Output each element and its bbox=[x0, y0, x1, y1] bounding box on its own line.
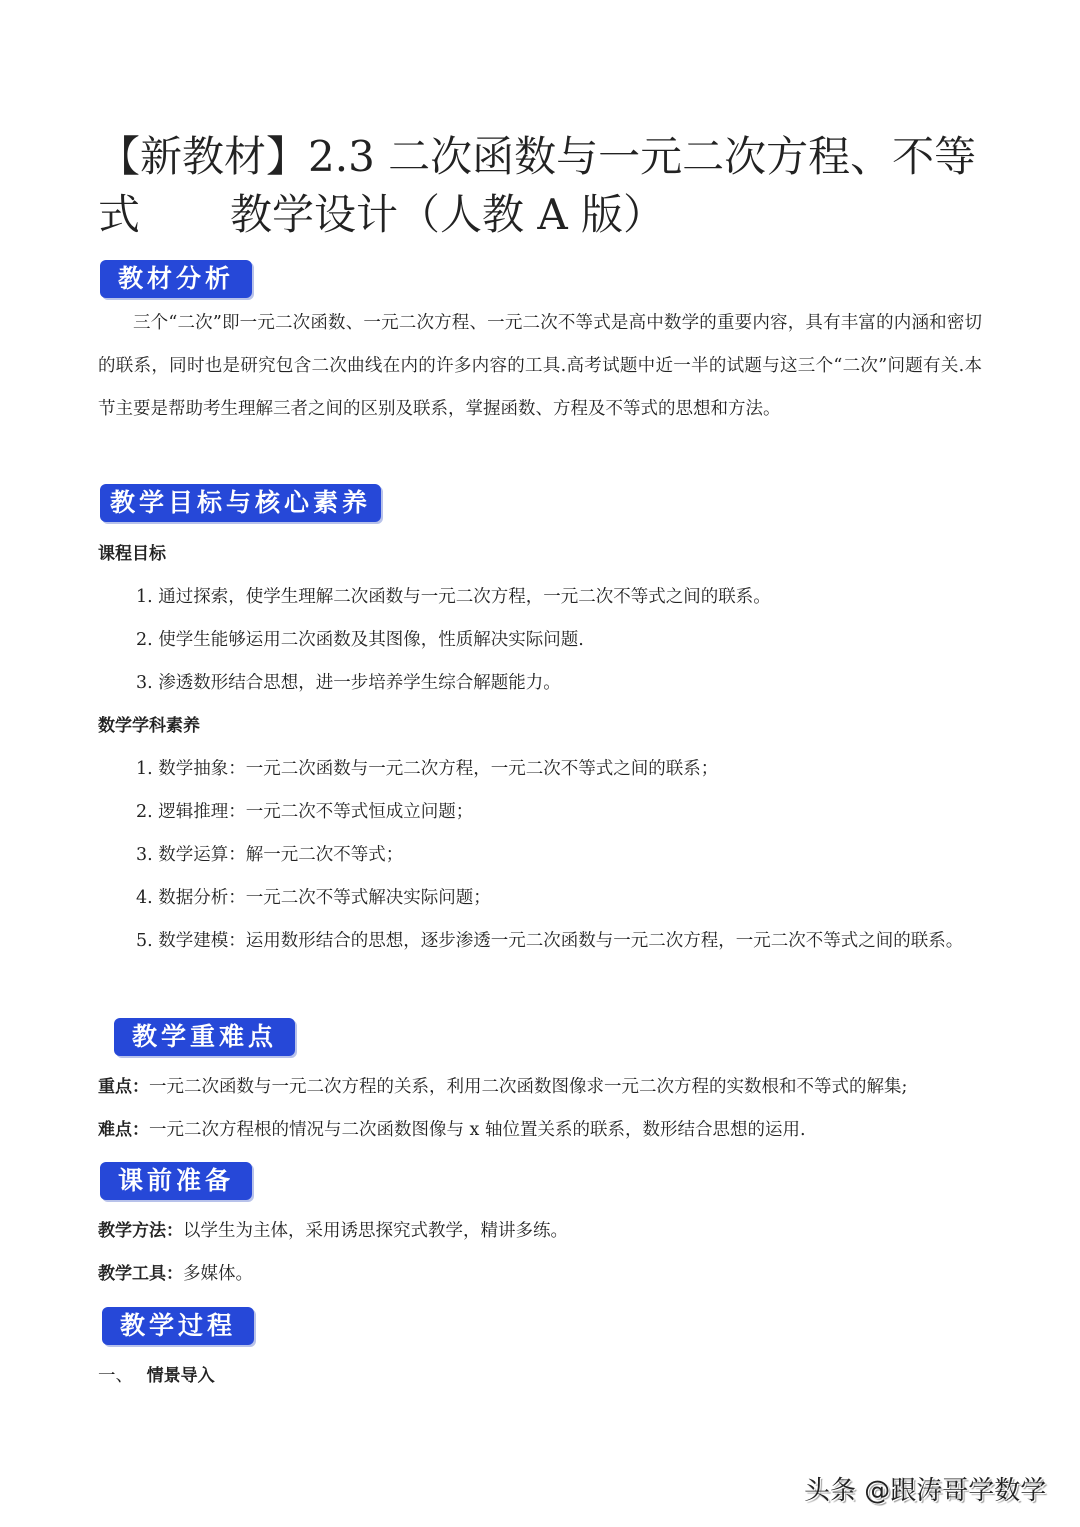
document-title bbox=[98, 128, 988, 244]
badge-textbook-analysis: 教材分析 bbox=[100, 260, 252, 298]
difficulty-text: 一元二次方程根的情况与二次函数图像与 x 轴位置关系的联系，数形结合思想的运用. bbox=[149, 1120, 806, 1140]
title-line-2b: 教学设计（人教 A 版） bbox=[230, 190, 666, 239]
difficulty-label: 难点： bbox=[98, 1120, 149, 1140]
literacy-heading: 数学学科素养 bbox=[98, 716, 200, 736]
goals-block bbox=[98, 533, 982, 963]
title-line-2a: 式 bbox=[98, 190, 141, 239]
prep-block bbox=[98, 1210, 982, 1296]
method-label: 教学方法： bbox=[98, 1221, 183, 1241]
course-goal-item: 3. 渗透数形结合思想，进一步培养学生综合解题能力。 bbox=[136, 673, 561, 693]
tool-label: 教学工具： bbox=[98, 1264, 183, 1284]
tool-text: 多媒体。 bbox=[183, 1264, 253, 1284]
literacy-item: 1. 数学抽象：一元二次函数与一元二次方程，一元二次不等式之间的联系； bbox=[136, 759, 719, 779]
key-label: 重点： bbox=[98, 1077, 149, 1097]
process-block bbox=[98, 1355, 982, 1398]
title-line-1: 【新教材】2.3 二次函数与一元二次方程、不等 bbox=[98, 132, 977, 181]
badge-preparation: 课前准备 bbox=[100, 1162, 252, 1200]
badge-goals: 教学目标与核心素养 bbox=[100, 484, 381, 522]
literacy-item: 5. 数学建模：运用数形结合的思想，逐步渗透一元二次函数与一元二次方程，一元二次不等式之间的联系。 bbox=[136, 931, 964, 951]
course-goals-heading: 课程目标 bbox=[98, 544, 166, 564]
course-goal-item: 2. 使学生能够运用二次函数及其图像，性质解决实际问题. bbox=[136, 630, 584, 650]
step-heading: 情景导入 bbox=[146, 1366, 215, 1386]
key-text: 一元二次函数与一元二次方程的关系，利用二次函数图像求一元二次方程的实数根和不等式的解集; bbox=[149, 1077, 908, 1097]
method-text: 以学生为主体，采用诱思探究式教学，精讲多练。 bbox=[183, 1221, 568, 1241]
literacy-item: 3. 数学运算：解一元二次不等式； bbox=[136, 845, 404, 865]
literacy-item: 2. 逻辑推理：一元二次不等式恒成立问题； bbox=[136, 802, 474, 822]
badge-process: 教学过程 bbox=[102, 1307, 254, 1345]
literacy-item: 4. 数据分析：一元二次不等式解决实际问题； bbox=[136, 888, 491, 908]
analysis-paragraph: 三个“二次”即一元二次函数、一元二次方程、一元二次不等式是高中数学的重要内容，具有丰富的内涵和密切的联系，同时也是研究包含二次曲线在内的许多内容的工具.高考试题中近一半的试题与这三个“二次”问题有关.本节主要是帮助考生理解三者之间的区别及联系，掌握函数、方程及不等式的思想和方法。 bbox=[98, 313, 982, 419]
badge-key-points: 教学重难点 bbox=[114, 1018, 295, 1056]
keypoints-block bbox=[98, 1066, 982, 1152]
step-number: 一、 bbox=[98, 1366, 133, 1386]
watermark: 头条 @跟涛哥学数学 bbox=[804, 1476, 1047, 1506]
course-goal-item: 1. 通过探索，使学生理解二次函数与一元二次方程，一元二次不等式之间的联系。 bbox=[136, 587, 771, 607]
